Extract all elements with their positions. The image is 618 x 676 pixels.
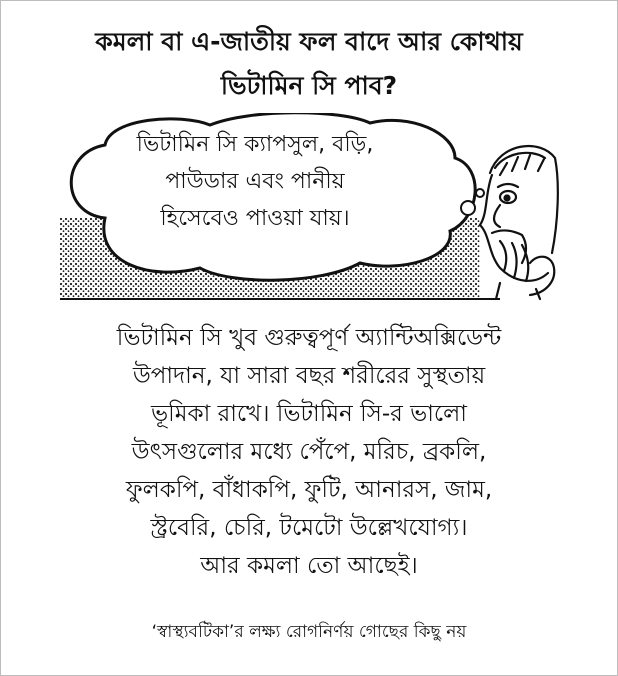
bubble-line-1: ভিটামিন সি ক্যাপসুল, বড়ি, — [136, 132, 374, 157]
cartoon-man-icon — [480, 146, 558, 299]
body-line-4: উৎসগুলোর মধ্যে পেঁপে, মরিচ, ব্রকলি, — [131, 439, 487, 465]
bubble-line-3: হিসেবেও পাওয়া যায়। — [160, 206, 350, 231]
body-line-2: উপাদান, যা সারা বছর শরীরের সুস্থতায় — [132, 363, 486, 389]
question-heading — [20, 20, 598, 108]
question-line-2: ভিটামিন সি পাব? — [220, 71, 398, 100]
body-paragraph — [14, 319, 604, 585]
body-line-5: ফুলকপি, বাঁধাকপি, ফুটি, আনারস, জাম, — [125, 477, 493, 503]
body-line-1: ভিটামিন সি খুব গুরুত্বপূর্ণ অ্যান্টিঅক্সিডেন্ট — [116, 325, 502, 351]
thought-dot-2 — [476, 189, 484, 197]
body-line-7: আর কমলা তো আছেই। — [200, 553, 418, 579]
question-line-1: কমলা বা এ-জাতীয় ফল বাদে আর কোথায় — [95, 27, 523, 56]
bubble-line-2: পাউডার এবং পানীয় — [165, 169, 345, 194]
body-line-3: ভূমিকা রাখে। ভিটামিন সি-র ভালো — [151, 401, 467, 427]
thought-dot-1 — [461, 201, 475, 215]
speech-bubble-text — [65, 126, 445, 237]
body-line-6: স্ট্রবেরি, চেরি, টমেটো উল্লেখযোগ্য। — [150, 515, 468, 541]
footer-disclaimer: ‘স্বাস্থ্যবটিকা’র লক্ষ্য রোগনির্ণয় গোছের কিছু নয় — [151, 622, 467, 642]
